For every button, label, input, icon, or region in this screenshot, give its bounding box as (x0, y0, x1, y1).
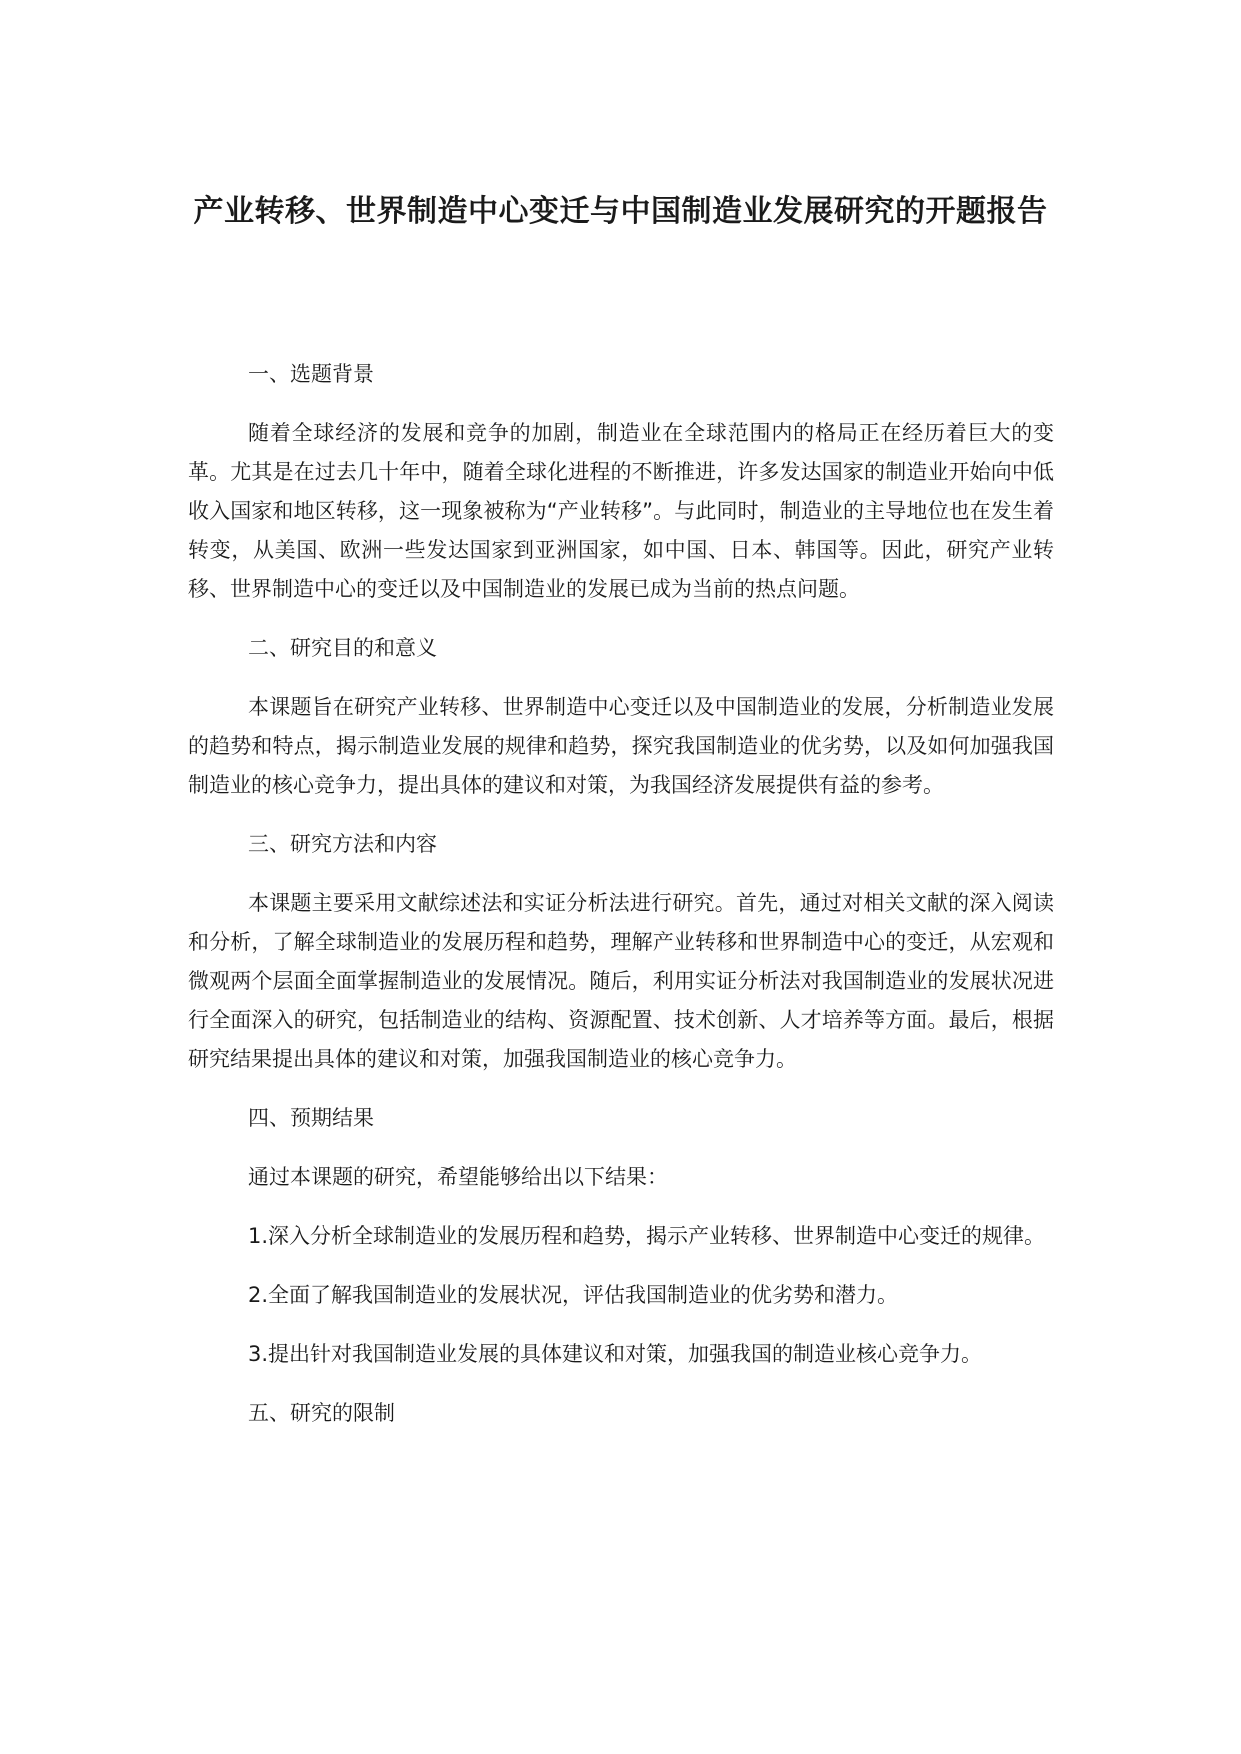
section-heading-background: 一、选题背景 (248, 362, 374, 386)
list-item-expected-result-2: 2.全面了解我国制造业的发展状况，评估我国制造业的优劣势和潜力。 (248, 1283, 899, 1307)
section-heading-expected-results: 四、预期结果 (248, 1106, 374, 1130)
section-heading-purpose: 二、研究目的和意义 (248, 636, 437, 660)
document-title: 产业转移、世界制造中心变迁与中国制造业发展研究的开题报告 (193, 194, 1048, 229)
section-heading-limitations: 五、研究的限制 (248, 1401, 395, 1425)
list-item-expected-result-1: 1.深入分析全球制造业的发展历程和趋势，揭示产业转移、世界制造中心变迁的规律。 (248, 1224, 1046, 1248)
section-paragraph-expected-intro: 通过本课题的研究，希望能够给出以下结果： (248, 1165, 668, 1189)
list-item-expected-result-3: 3.提出针对我国制造业发展的具体建议和对策，加强我国的制造业核心竞争力。 (248, 1342, 983, 1366)
section-heading-methods: 三、研究方法和内容 (248, 832, 437, 856)
document-body (188, 355, 1054, 1453)
section-paragraph-methods: 本课题主要采用文献综述法和实证分析法进行研究。首先，通过对相关文献的深入阅读和分析，了解全球制造业的发展历程和趋势，理解产业转移和世界制造中心的变迁，从宏观和微观两个层面全面掌握制造业的发展情况。随后，利用实证分析法对我国制造业的发展状况进行全面深入的研究，包括制造业的结构、资源配置、技术创新、人才培养等方面。最后，根据研究结果提出具体的建议和对策，加强我国制造业的核心竞争力。 (188, 891, 1054, 1071)
section-paragraph-purpose: 本课题旨在研究产业转移、世界制造中心变迁以及中国制造业的发展，分析制造业发展的趋势和特点，揭示制造业发展的规律和趋势，探究我国制造业的优劣势，以及如何加强我国制造业的核心竞争力，提出具体的建议和对策，为我国经济发展提供有益的参考。 (188, 695, 1054, 797)
section-paragraph-background: 随着全球经济的发展和竞争的加剧，制造业在全球范围内的格局正在经历着巨大的变革。尤其是在过去几十年中，随着全球化进程的不断推进，许多发达国家的制造业开始向中低收入国家和地区转移，这一现象被称为“产业转移”。与此同时，制造业的主导地位也在发生着转变，从美国、欧洲一些发达国家到亚洲国家，如中国、日本、韩国等。因此，研究产业转移、世界制造中心的变迁以及中国制造业的发展已成为当前的热点问题。 (188, 421, 1054, 601)
